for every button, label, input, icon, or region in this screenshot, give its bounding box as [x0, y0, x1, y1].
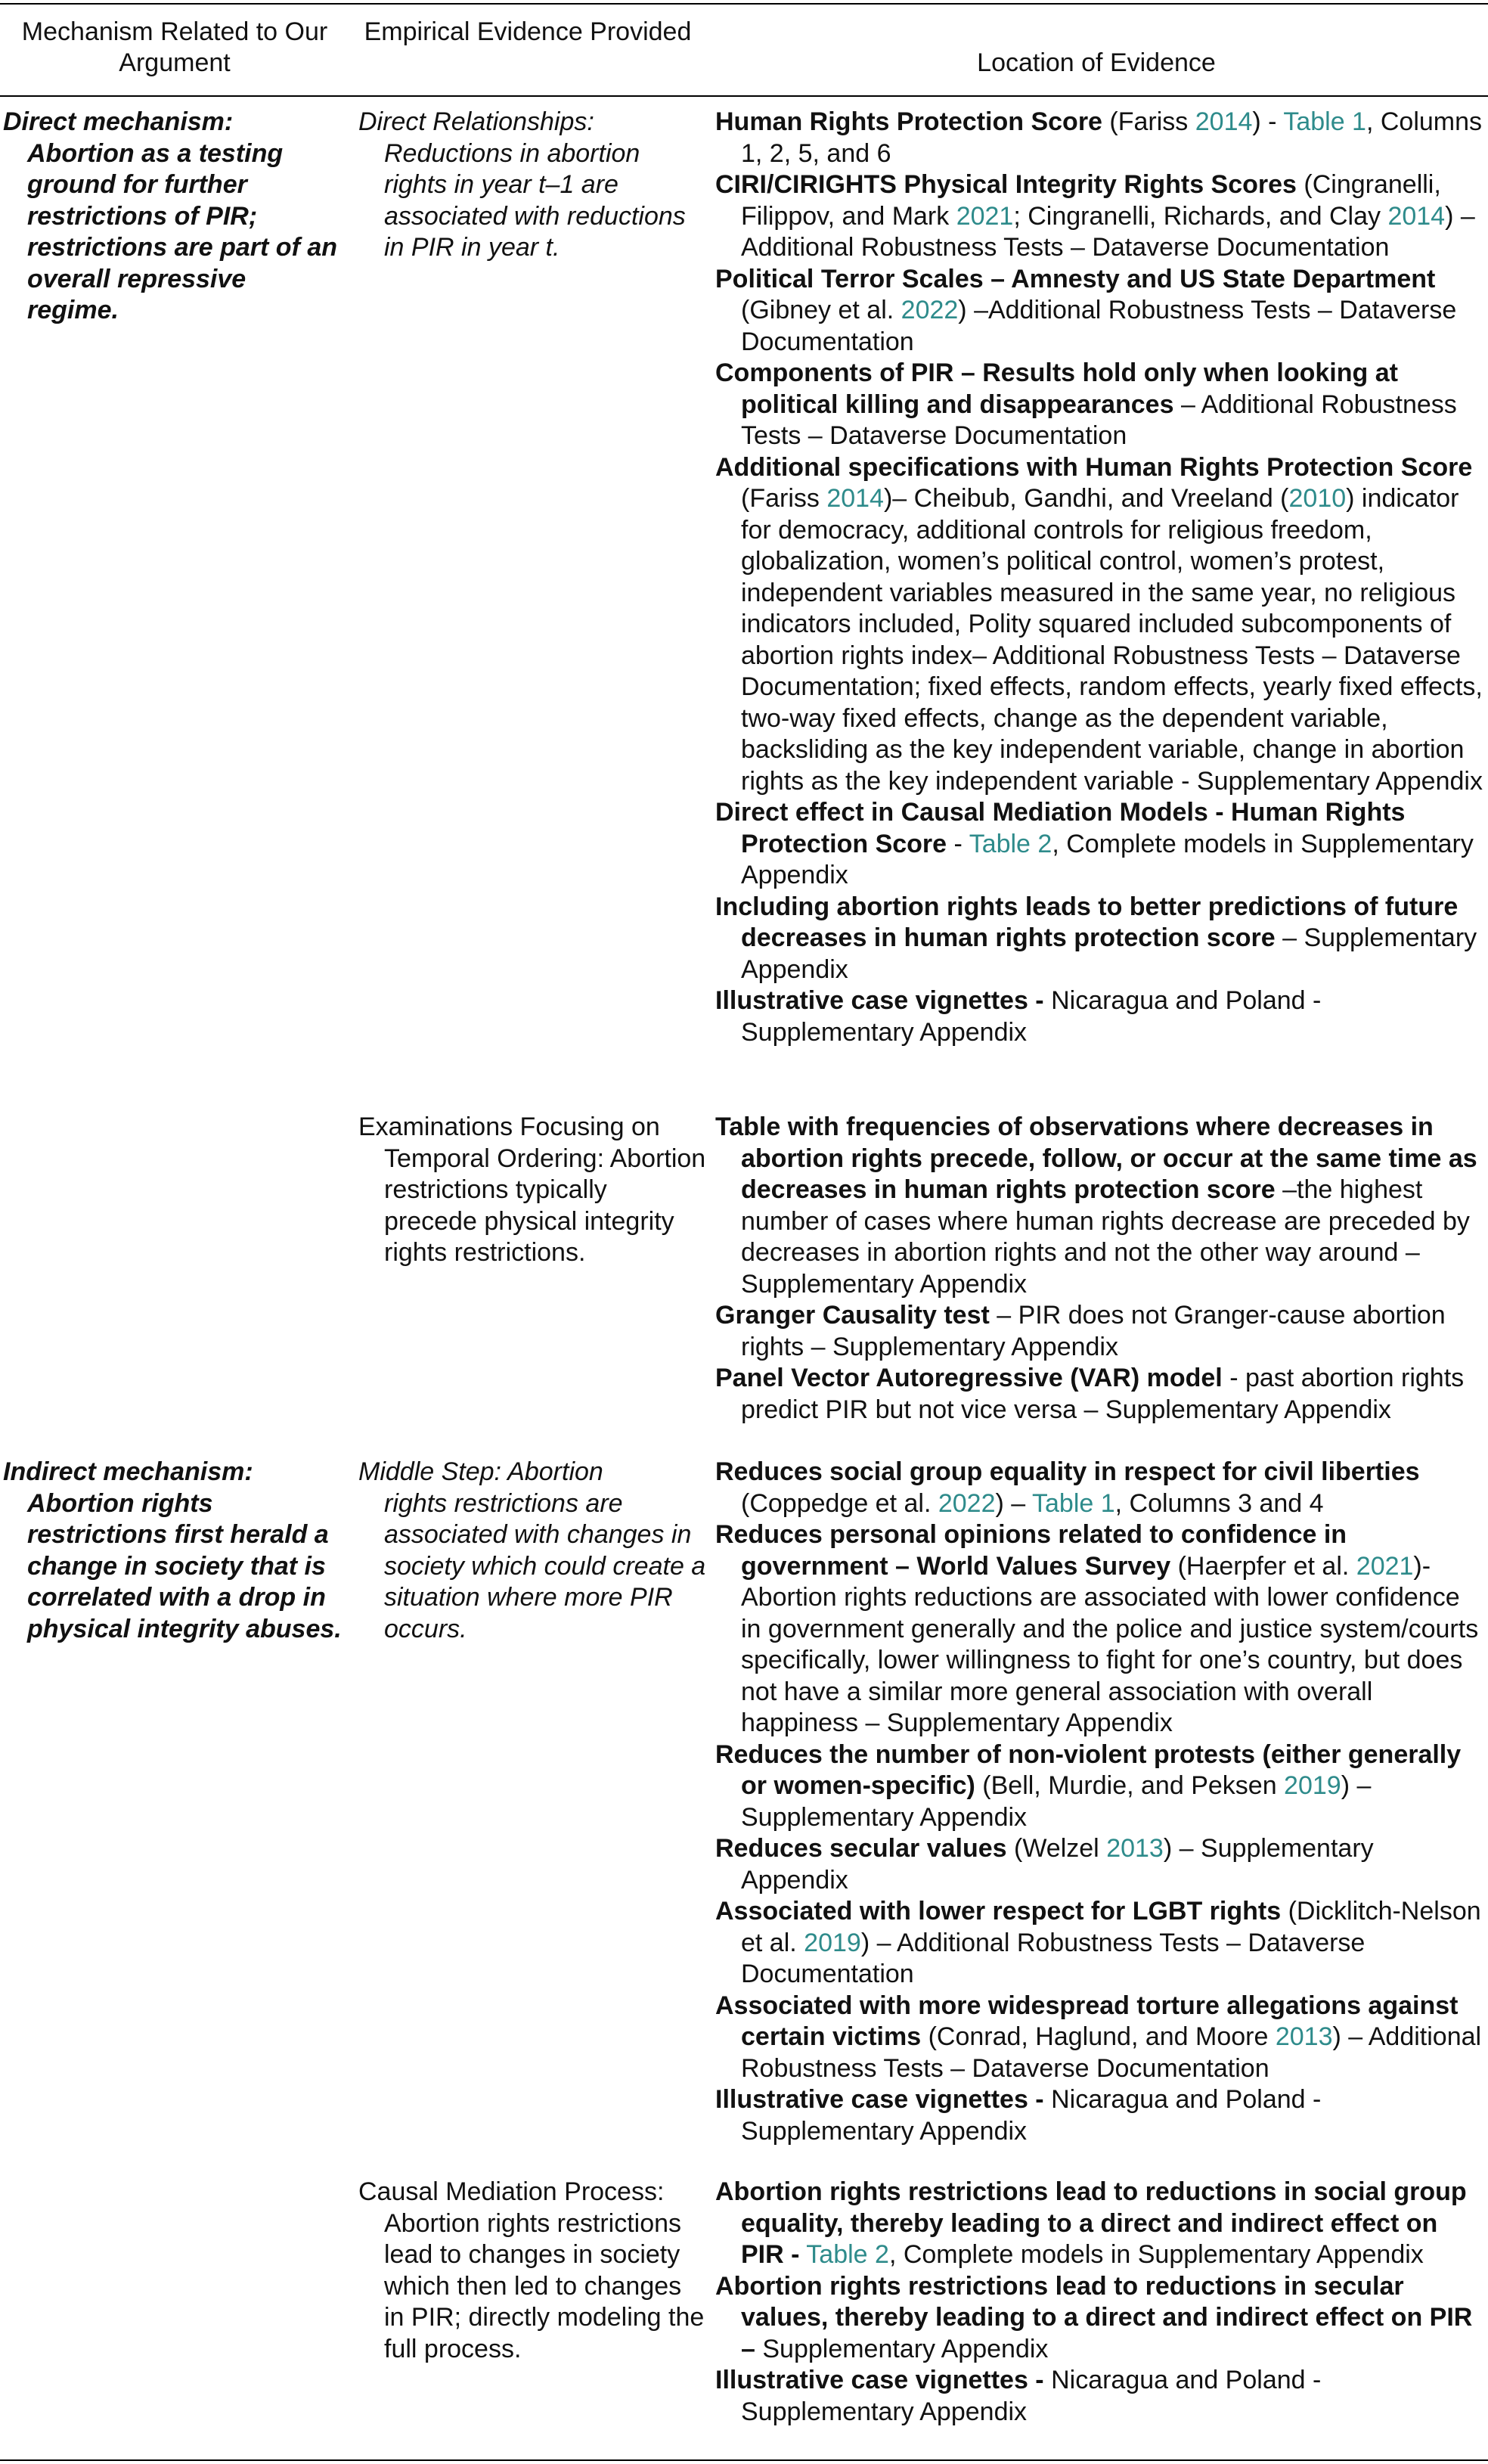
- header-mechanism: Mechanism Related to Our Argument: [21, 17, 328, 77]
- citation-link[interactable]: Table 2: [969, 829, 1052, 858]
- evidence-text: Nicaragua and Poland - Supplementary Appendix: [741, 986, 1322, 1047]
- table-header-rule: [0, 95, 1488, 97]
- evidence-text: [799, 2240, 806, 2269]
- location-entry: [715, 1896, 1485, 1991]
- location-group-1: [715, 107, 1485, 1048]
- evidence-text: (Bell, Murdie, and Peksen: [975, 1771, 1285, 1800]
- evidence-source-title: Reduces social group equality in respect for civil liberties: [715, 1457, 1420, 1486]
- citation-link[interactable]: 2010: [1288, 484, 1347, 513]
- evidence-text: - past abortion rights predict PIR but not vice versa – Supplementary Appendix: [741, 1364, 1465, 1424]
- citation-link[interactable]: 2021: [956, 201, 1014, 231]
- evidence-source-title: Including abortion rights leads to better predictions of future decreases in human rights protection score: [715, 892, 1459, 952]
- evidence-source-title: Reduces secular values: [715, 1834, 1007, 1863]
- evidence-text: ) –Additional Robustness Tests – Dataverse Documentation: [741, 296, 1457, 356]
- evidence-text: ) -: [1252, 107, 1284, 136]
- citation-link[interactable]: 2019: [1284, 1771, 1341, 1800]
- evidence-text: rights restrictions are associated with changes in society which could create a situation where more PIR occurs.: [384, 1488, 706, 1643]
- evidence-text: (Conrad, Haglund, and Moore: [921, 2022, 1276, 2051]
- location-entry: [715, 1991, 1485, 2085]
- evidence-text: -: [947, 829, 969, 858]
- evidence-text: ) – Supplementary Appendix: [741, 1771, 1372, 1832]
- evidence-lead: Direct Relationships:: [358, 107, 594, 136]
- evidence-text: (Haerpfer et al.: [1170, 1551, 1356, 1581]
- evidence-text: –the highest number of cases where human rights decrease are preceded by decreases in abortion rights and not the other way around – Supplementary Appendix: [741, 1175, 1470, 1299]
- citation-link[interactable]: Table 1: [1283, 107, 1366, 136]
- evidence-direct-relationships: [358, 107, 706, 264]
- mechanism-lead: Direct mechanism:: [3, 107, 234, 136]
- location-entry: [715, 2084, 1485, 2147]
- location-group-2: [715, 1112, 1485, 1426]
- evidence-text: ; Cingranelli, Richards, and Clay: [1013, 201, 1388, 231]
- evidence-text: (Gibney et al.: [741, 296, 901, 324]
- mechanism-direct: [3, 107, 343, 327]
- location-entry: [715, 358, 1485, 452]
- location-entry: [715, 2177, 1485, 2271]
- location-entry: [715, 264, 1485, 358]
- evidence-text: , Complete models in Supplementary Appendix: [888, 2240, 1424, 2269]
- citation-link[interactable]: 2014: [1195, 107, 1253, 136]
- evidence-middle-step: [358, 1457, 706, 1645]
- evidence-text: – Additional Robustness Tests – Dataverse Documentation: [741, 389, 1457, 450]
- evidence-source-title: Additional specifications with Human Rights Protection Score: [715, 452, 1473, 482]
- evidence-causal-mediation: [358, 2177, 706, 2365]
- location-entry: [715, 1519, 1485, 1739]
- evidence-text: Temporal Ordering: Abortion restrictions typically precede physical integrity rights restrictions.: [384, 1144, 706, 1267]
- evidence-text: (Fariss: [1102, 107, 1195, 136]
- evidence-text: – PIR does not Granger-cause abortion rights – Supplementary Appendix: [741, 1301, 1446, 1361]
- header-location: Location of Evidence: [977, 48, 1216, 77]
- evidence-source-title: Illustrative case vignettes -: [715, 2085, 1044, 2114]
- evidence-source-title: Components of PIR – Results hold only when looking at political killing and disappearances: [715, 358, 1398, 419]
- evidence-text: – Supplementary Appendix: [741, 923, 1477, 984]
- location-entry: [715, 169, 1485, 264]
- location-entry: [715, 2271, 1485, 2366]
- location-entry: [715, 1112, 1485, 1300]
- evidence-source-title: Direct effect in Causal Mediation Models - Human Rights Protection Score: [715, 798, 1406, 858]
- evidence-text: (Coppedge et al.: [741, 1488, 938, 1518]
- citation-link[interactable]: 2014: [826, 484, 884, 513]
- evidence-text: ) – Additional Robustness Tests – Dataverse Documentation: [741, 1928, 1366, 1988]
- evidence-text: ) –Additional Robustness Tests – Dataverse Documentation: [741, 201, 1475, 262]
- evidence-text: )- Abortion rights reductions are associated with lower confidence in government generally and the police and justice system/courts specifically, lower willingness to fight for one’s country, but does not have a similar more general association with overall happiness – Supplementary Appendix: [741, 1551, 1479, 1737]
- evidence-source-title: Political Terror Scales – Amnesty and US State Department: [715, 264, 1436, 293]
- location-entry: [715, 1457, 1485, 1519]
- mechanism-text: Abortion as a testing ground for further restrictions of PIR; restrictions are part of an overall repressive regime.: [27, 138, 338, 324]
- evidence-source-title: Reduces the number of non-violent protests (either generally or women-specific): [715, 1739, 1462, 1800]
- evidence-text: (Welzel: [1006, 1834, 1107, 1863]
- evidence-text: (Fariss: [741, 484, 827, 513]
- evidence-source-title: Human Rights Protection Score: [715, 107, 1102, 136]
- evidence-text: )– Cheibub, Gandhi, and Vreeland (: [883, 484, 1289, 513]
- evidence-text: Abortion rights restrictions lead to changes in society which then led to changes in PIR; directly modeling the full process.: [384, 2208, 705, 2363]
- citation-link[interactable]: Table 2: [806, 2240, 889, 2269]
- location-entry: [715, 1363, 1485, 1426]
- evidence-text: ) – Supplementary Appendix: [741, 1834, 1374, 1895]
- evidence-source-title: Illustrative case vignettes -: [715, 2366, 1044, 2394]
- evidence-source-title: Table with frequencies of observations where decreases in abortion rights precede, follow, or occur at the same time as decreases in human rights protection score: [715, 1113, 1477, 1204]
- location-group-4: [715, 2177, 1485, 2428]
- evidence-text: ) – Additional Robustness Tests – Dataverse Documentation: [741, 2022, 1482, 2083]
- evidence-source-title: Reduces personal opinions related to confidence in government – World Values Survey: [715, 1520, 1347, 1581]
- citation-link[interactable]: 2021: [1356, 1551, 1414, 1581]
- citation-link[interactable]: 2013: [1275, 2022, 1333, 2051]
- mechanism-lead: Indirect mechanism:: [3, 1457, 253, 1486]
- evidence-text: Nicaragua and Poland - Supplementary Appendix: [741, 2085, 1322, 2146]
- evidence-source-title: Abortion rights restrictions lead to reductions in social group equality, thereby leading to a direct and indirect effect on PIR -: [715, 2177, 1467, 2269]
- table-top-rule: [0, 3, 1488, 5]
- evidence-text: , Complete models in Supplementary Appendix: [741, 829, 1474, 889]
- evidence-lead: Causal Mediation Process:: [358, 2177, 665, 2206]
- location-entry: [715, 1833, 1485, 1896]
- location-entry: [715, 892, 1485, 986]
- mechanism-indirect: [3, 1457, 343, 1645]
- evidence-text: Nicaragua and Poland - Supplementary Appendix: [741, 2366, 1322, 2426]
- location-entry: [715, 452, 1485, 798]
- citation-link[interactable]: 2014: [1387, 201, 1446, 231]
- location-entry: [715, 1739, 1485, 1834]
- evidence-text: , Columns 1, 2, 5, and 6: [741, 107, 1483, 168]
- evidence-text: (Cingranelli, Filippov, and Mark: [741, 170, 1441, 231]
- citation-link[interactable]: 2019: [804, 1928, 861, 1957]
- location-group-3: [715, 1457, 1485, 2147]
- evidence-text: , Columns 3 and 4: [1114, 1488, 1324, 1518]
- evidence-text: (Dicklitch-Nelson et al.: [741, 1897, 1481, 1957]
- evidence-source-title: Associated with lower respect for LGBT rights: [715, 1897, 1282, 1926]
- evidence-lead: Examinations Focusing on: [358, 1113, 660, 1141]
- evidence-source-title: CIRI/CIRIGHTS Physical Integrity Rights Scores: [715, 170, 1297, 199]
- citation-link[interactable]: Table 1: [1032, 1488, 1115, 1518]
- evidence-lead: Middle Step: Abortion: [358, 1457, 603, 1486]
- evidence-temporal-ordering: [358, 1112, 706, 1269]
- location-entry: [715, 1300, 1485, 1363]
- location-entry: [715, 107, 1485, 169]
- table-bottom-rule: [0, 2459, 1488, 2461]
- evidence-source-title: Illustrative case vignettes -: [715, 986, 1044, 1015]
- citation-link[interactable]: 2022: [938, 1488, 996, 1518]
- evidence-text: ) –: [995, 1488, 1032, 1518]
- evidence-text: Supplementary Appendix: [755, 2334, 1049, 2363]
- evidence-text: Reductions in abortion rights in year t–1 are associated with reductions in PIR in year t.: [384, 138, 686, 262]
- evidence-source-title: Abortion rights restrictions lead to reductions in secular values, thereby leading to a direct and indirect effect on PIR –: [715, 2271, 1473, 2363]
- evidence-source-title: Granger Causality test: [715, 1301, 990, 1330]
- mechanism-text: Abortion rights restrictions first herald a change in society that is correlated with a drop in physical integrity abuses.: [27, 1488, 342, 1643]
- location-entry: [715, 797, 1485, 892]
- evidence-text: ) indicator for democracy, additional controls for religious freedom, globalization, women’s political control, women’s protest, independent variables measured in the same year, no religious indicators included, Polity squared included subcomponents of abortion rights index– Additional Robustness Tests – Dataverse Documentation; fixed effects, random effects, yearly fixed effects, two-way fixed effects, change as the dependent variable, backsliding as the key independent variable, change in abortion rights as the key independent variable - Supplementary Appendix: [741, 484, 1483, 796]
- header-evidence: Empirical Evidence Provided: [364, 17, 692, 46]
- evidence-source-title: Associated with more widespread torture allegations against certain victims: [715, 1991, 1459, 2051]
- location-entry: [715, 2365, 1485, 2428]
- location-entry: [715, 985, 1485, 1048]
- citation-link[interactable]: 2013: [1106, 1834, 1164, 1863]
- evidence-source-title: Panel Vector Autoregressive (VAR) model: [715, 1364, 1223, 1392]
- citation-link[interactable]: 2022: [901, 296, 959, 324]
